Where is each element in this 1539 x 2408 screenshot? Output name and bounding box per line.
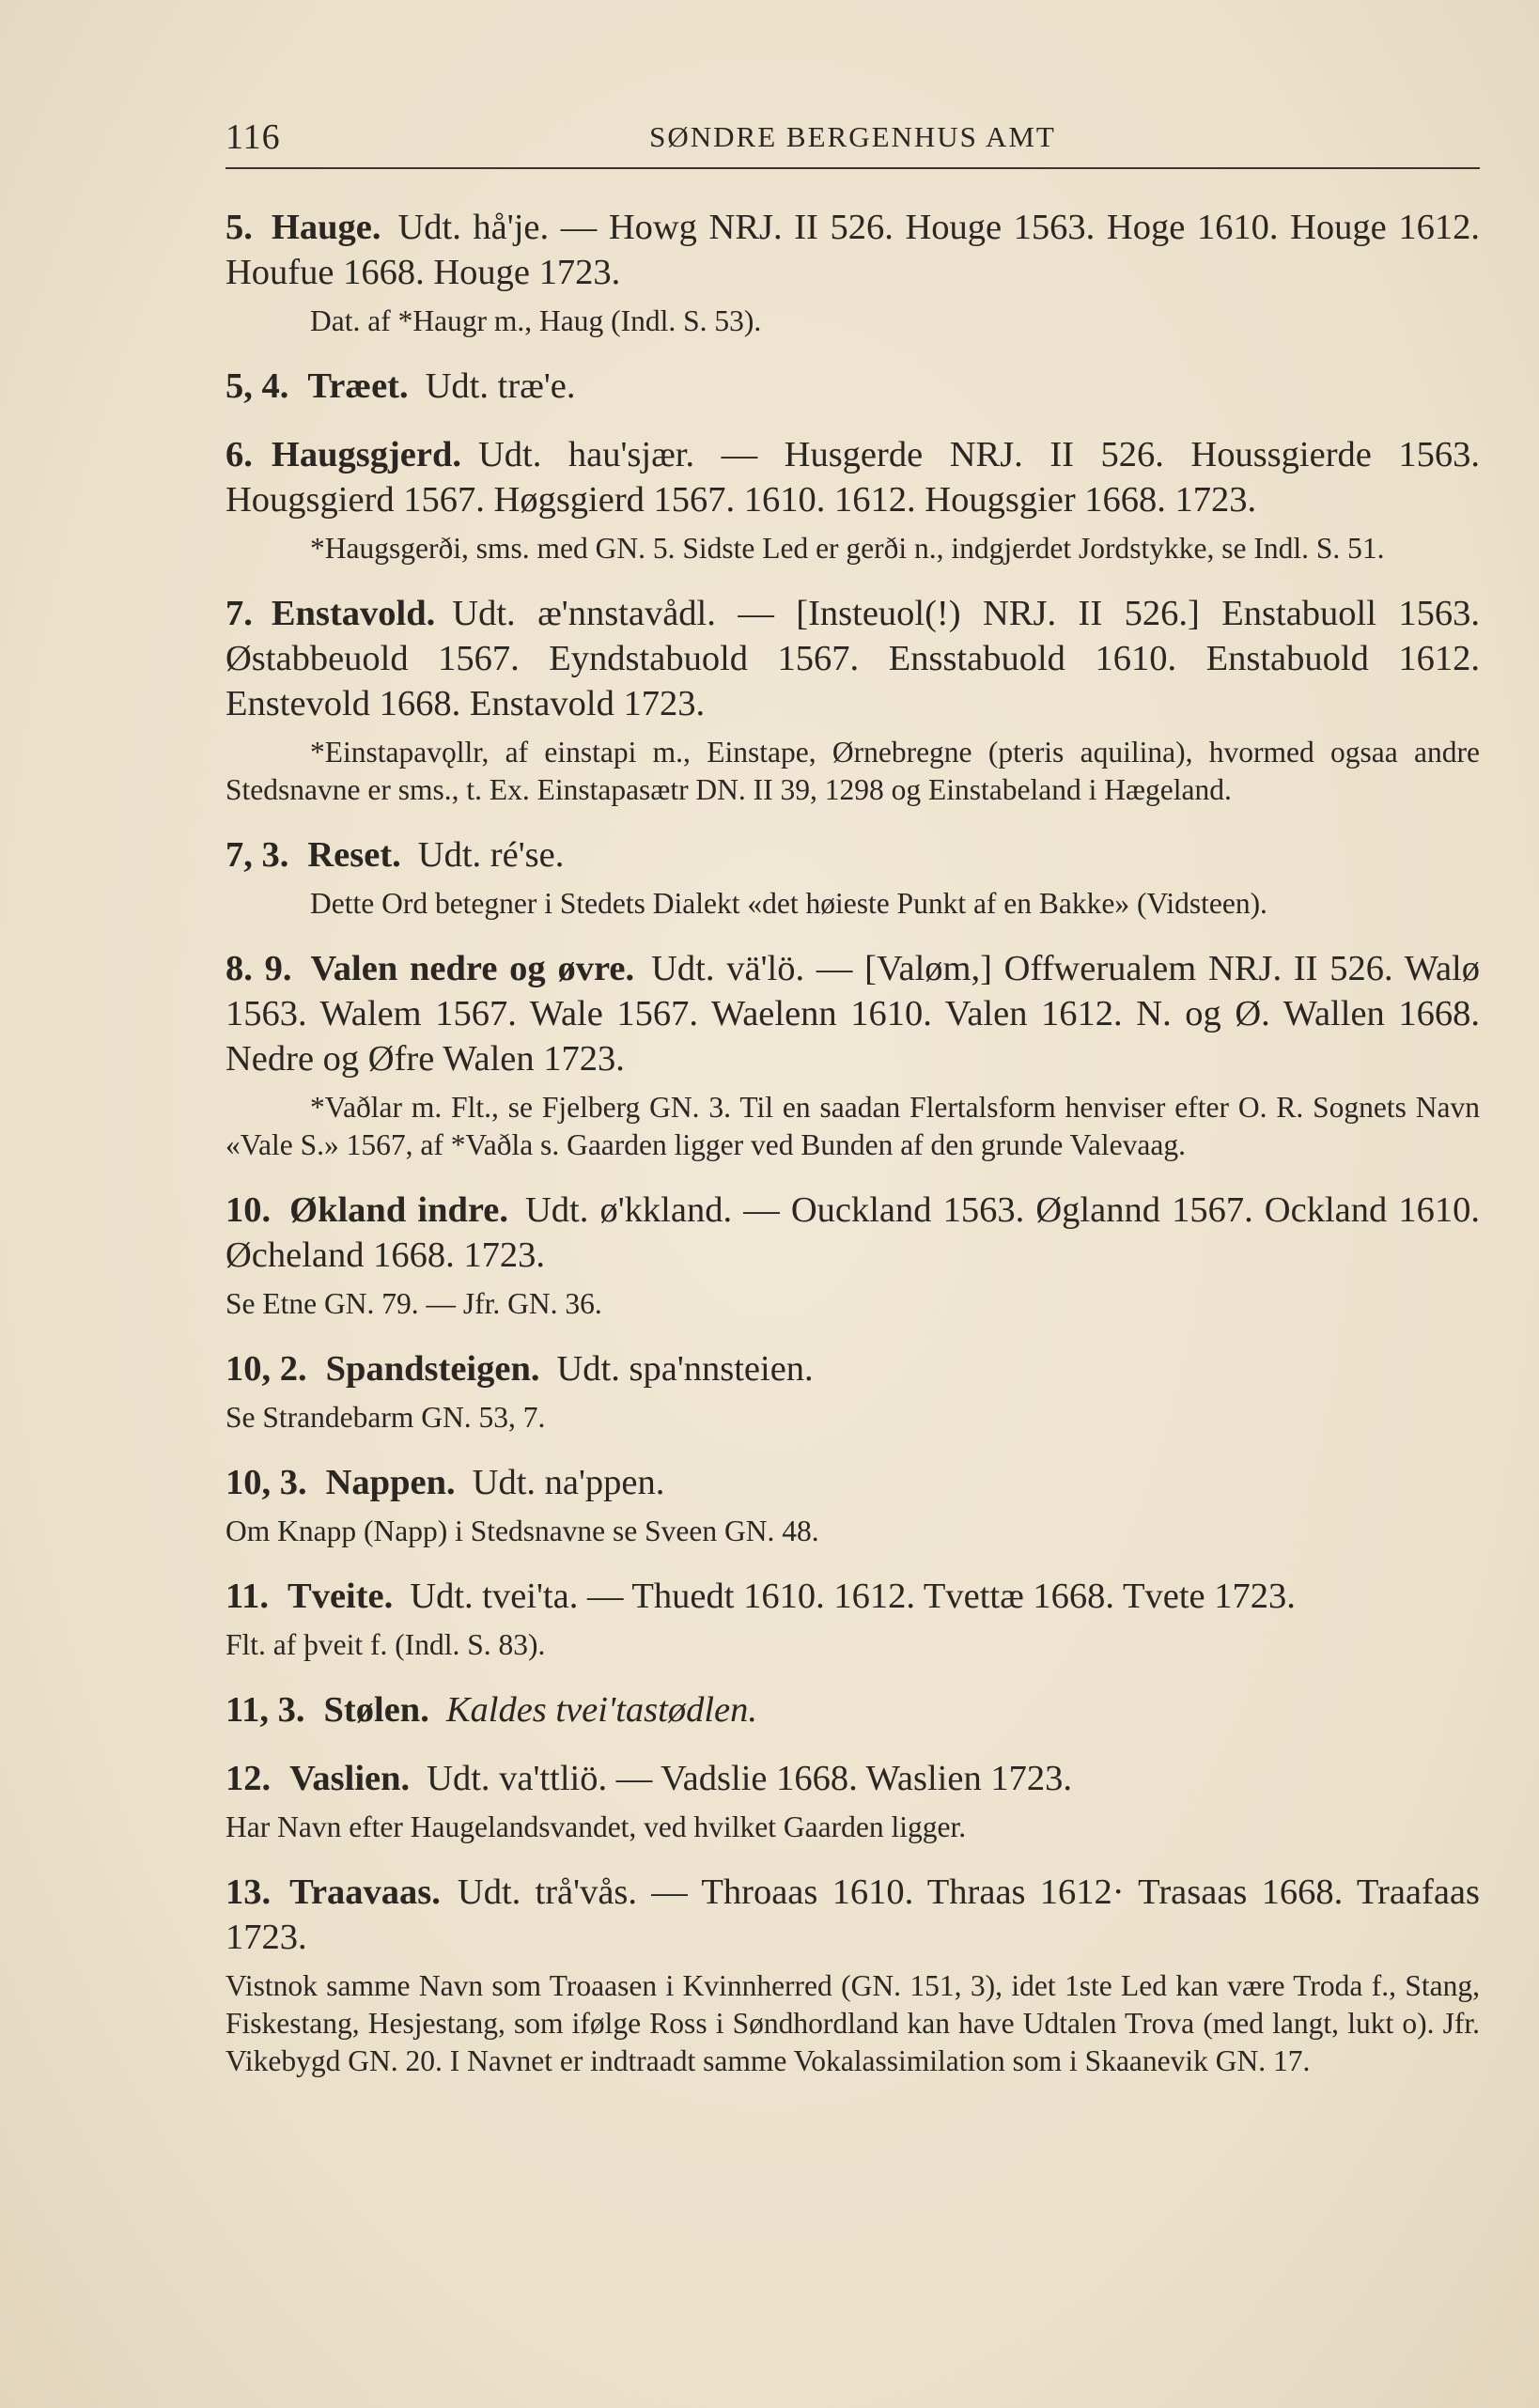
page-header <box>225 111 1480 169</box>
entry-name: Haugsgjerd. <box>271 435 461 474</box>
entry-note: Dat. af *Haugr m., Haug (Indl. S. 53). <box>310 304 762 337</box>
entry-lead <box>225 1870 1480 1960</box>
entry-lead <box>225 591 1480 726</box>
entry-lead <box>225 364 1480 409</box>
entry-note: *Vaðlar m. Flt., se Fjelberg GN. 3. Til en saadan Flertalsform henviser efter O. R. Sognets Navn «Vale S.» 1567, af *Vaðla s. Gaarden ligger ved Bunden af den grunde Valevaag. <box>225 1091 1480 1161</box>
entry <box>225 946 1480 1164</box>
entry-number: 8. 9. <box>225 949 292 988</box>
entry-name: Reset. <box>307 835 401 875</box>
entry-forms: Udt. træ'e. <box>425 366 576 406</box>
entry-name: Stølen. <box>323 1690 429 1730</box>
entry-name: Spandsteigen. <box>325 1349 540 1389</box>
entry-note: Se Etne GN. 79. — Jfr. GN. 36. <box>225 1287 602 1320</box>
entry-forms: Kaldes tvei'tastødlen. <box>445 1690 757 1730</box>
entry <box>225 591 1480 809</box>
page-body <box>225 205 1480 2104</box>
entry-lead <box>225 946 1480 1081</box>
entry <box>225 832 1480 923</box>
entry-name: Træet. <box>307 366 409 406</box>
entry-name: Nappen. <box>325 1463 456 1502</box>
running-title: SØNDRE BERGENHUS AMT <box>649 120 1056 153</box>
entry-number: 10. <box>225 1190 272 1230</box>
entry-forms: Udt. na'ppen. <box>472 1463 665 1502</box>
entry-name: Økland indre. <box>289 1190 508 1230</box>
entry-number: 5, 4. <box>225 366 289 406</box>
entry-lead <box>225 1346 1480 1391</box>
entry <box>225 432 1480 567</box>
entry-note: Flt. af þveit f. (Indl. S. 83). <box>225 1628 546 1661</box>
entry-number: 11. <box>225 1577 270 1616</box>
entry-lead <box>225 432 1480 522</box>
entry-forms: Udt. hå'je. — Howg NRJ. II 526. Houge 1563. Hoge 1610. Houge 1612. Houfue 1668. Houge 1723. <box>225 208 1480 292</box>
entry <box>225 1346 1480 1437</box>
entry-lead <box>225 1687 1480 1732</box>
entry-number: 7, 3. <box>225 835 289 875</box>
entry-number: 7. <box>225 594 253 633</box>
entry-forms: Udt. ré'se. <box>417 835 565 875</box>
entry-lead <box>225 1574 1480 1619</box>
entry-lead <box>225 1460 1480 1505</box>
entry-note: Vistnok samme Navn som Troaasen i Kvinnherred (GN. 151, 3), idet 1ste Led kan være Troda f., Stang, Fiskestang, Hesjestang, som ifølge Ross i Søndhordland kan have Udtalen Trova (med langt, lukt o). Jfr. Vikebygd GN. 20. I Navnet er indtraadt samme Vokalassimilation som i Skaanevik GN. 17. <box>225 1969 1480 2077</box>
entry-number: 12. <box>225 1759 272 1798</box>
entry-name: Traavaas. <box>289 1872 441 1912</box>
entry-lead <box>225 832 1480 878</box>
entry-name: Valen nedre og øvre. <box>310 949 635 988</box>
entry-name: Enstavold. <box>271 594 436 633</box>
entry <box>225 1574 1480 1664</box>
entry-number: 13. <box>225 1872 272 1912</box>
entry-forms: Udt. spa'nnsteien. <box>556 1349 814 1389</box>
entry <box>225 1188 1480 1323</box>
entry-forms: Udt. vä'lö. — [Valøm,] Offwerualem NRJ. II 526. Walø 1563. Walem 1567. Wale 1567. Waelenn 1610. Valen 1612. N. og Ø. Wallen 1668. Nedre og Øfre Walen 1723. <box>225 949 1481 1079</box>
entry-lead <box>225 1756 1480 1801</box>
entry-forms: Udt. tvei'ta. — Thuedt 1610. 1612. Tvettæ 1668. Tvete 1723. <box>410 1577 1296 1616</box>
page-number: 116 <box>225 117 281 157</box>
entry-name: Tveite. <box>288 1577 394 1616</box>
entry-forms: Udt. æ'nnstavådl. — [Insteuol(!) NRJ. II 526.] Enstabuoll 1563. Østabbeuold 1567. Eyndstabuold 1567. Ensstabuold 1610. Enstabuold 1612. Enstevold 1668. Enstavold 1723. <box>225 594 1480 723</box>
entry-note: *Haugsgerði, sms. med GN. 5. Sidste Led er gerði n., indgjerdet Jordstykke, se Indl. S. 51. <box>310 532 1385 565</box>
entry-number: 11, 3. <box>225 1690 305 1730</box>
entry-name: Vaslien. <box>289 1759 411 1798</box>
entry-forms: Udt. va'ttliö. — Vadslie 1668. Waslien 1723. <box>427 1759 1072 1798</box>
entry <box>225 1687 1480 1732</box>
entry-forms: Udt. ø'kkland. — Ouckland 1563. Øglannd 1567. Ockland 1610. Øcheland 1668. 1723. <box>225 1190 1480 1275</box>
entry <box>225 1756 1480 1846</box>
entry <box>225 205 1480 340</box>
entry-lead <box>225 205 1480 295</box>
entry <box>225 1460 1480 1550</box>
entry-note: Har Navn efter Haugelandsvandet, ved hvilket Gaarden ligger. <box>225 1810 967 1843</box>
entry-number: 6. <box>225 435 253 474</box>
entry <box>225 1870 1480 2080</box>
entry-note: Se Strandebarm GN. 53, 7. <box>225 1401 546 1434</box>
entry-number: 10, 2. <box>225 1349 307 1389</box>
entry-forms: Udt. trå'vås. — Throaas 1610. Thraas 1612· Trasaas 1668. Traafaas 1723. <box>225 1872 1480 1957</box>
entry-lead <box>225 1188 1480 1278</box>
entry-note: Om Knapp (Napp) i Stedsnavne se Sveen GN. 48. <box>225 1515 819 1547</box>
entry <box>225 364 1480 409</box>
entry-note: *Einstapavǫllr, af einstapi m., Einstape, Ørnebregne (pteris aquilina), hvormed ogsaa andre Stedsnavne er sms., t. Ex. Einstapasætr DN. II 39, 1298 og Einstabeland i Hægeland. <box>225 736 1480 806</box>
entry-name: Hauge. <box>271 208 381 247</box>
entry-forms: Udt. hau'sjær. — Husgerde NRJ. II 526. Houssgierde 1563. Hougsgierd 1567. Høgsgierd 1567. 1610. 1612. Hougsgier 1668. 1723. <box>225 435 1480 520</box>
entry-number: 5. <box>225 208 253 247</box>
entry-number: 10, 3. <box>225 1463 307 1502</box>
entry-note: Dette Ord betegner i Stedets Dialekt «det høieste Punkt af en Bakke» (Vidsteen). <box>310 887 1267 920</box>
